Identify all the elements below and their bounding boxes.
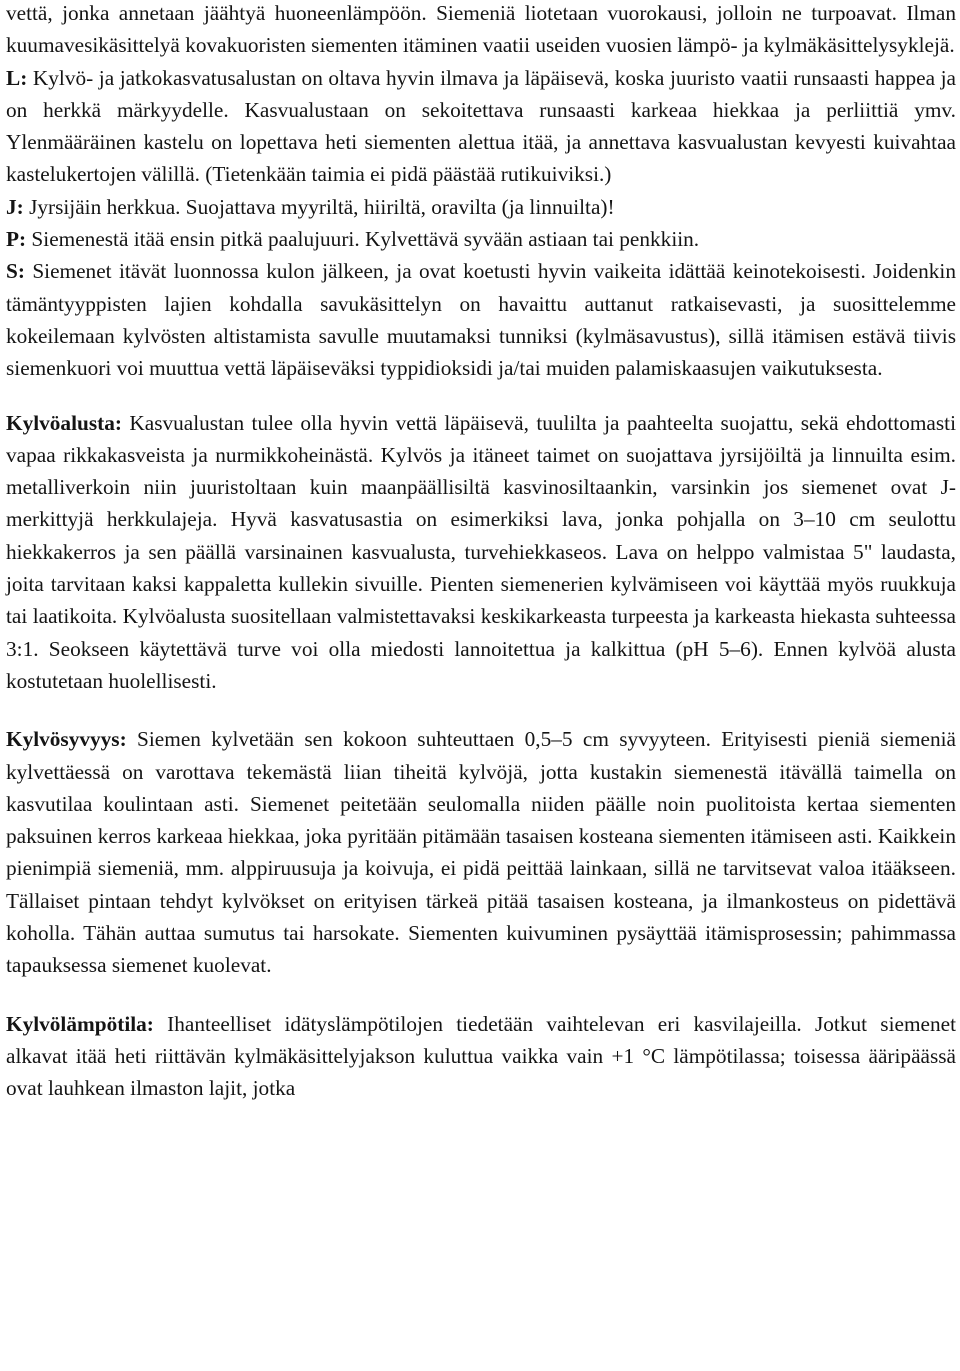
kylvosyvyys-paragraph <box>6 723 956 981</box>
kylvoalusta-heading: Kylvöalusta: <box>6 410 122 435</box>
intro-text: vettä, jonka annetaan jäähtyä huoneenlämpöön. Siemeniä liotetaan vuorokausi, jolloin ne turpoavat. Ilman kuumavesikäsittelyä kovakuoristen siementen itäminen vaatii useiden vuosien lämpö- ja kylmäkäsittelysyklejä. <box>6 1 956 58</box>
kylvoalusta-text: Kasvualustan tulee olla hyvin vettä läpäisevä, tuulilta ja paahteelta suojattu, sekä ehdottomasti vapaa rikkakasveista ja nurmikkoheinästä. Kylvös ja itäneet taimet on suojattava jyrsijöiltä ja linnuilta esim. metalliverkoin niin juuristoltaan kuin maanpäällisiltä kasvinosiltaankin, varsinkin jos siemenet ovat J-merkittyjä herkkulajeja. Hyvä kasvatusastia on esimerkiksi lava, jonka pohjalla on 3–10 cm seulottu hiekkakerros ja sen päällä varsinainen kasvualusta, turvehiekkaseos. Lava on helppo valmistaa 5" laudasta, joita tarvitaan kaksi kappaletta kullekin sivuille. Pienten siemenerien kylvämiseen voi käyttää myös ruukkuja tai laatikoita. Kylvöalusta suositellaan valmistettavaksi keskikarkeasta turpeesta ja karkeasta hiekasta suhteessa 3:1. Seokseen käytettävä turve voi olla miedosti lannoitettua ja kalkittua (pH 5–6). Ennen kylvöä alusta kostutetaan huolellisesti. <box>6 410 956 693</box>
kylvosyvyys-text: Siemen kylvetään sen kokoon suhteuttaen 0,5–5 cm syvyyteen. Erityisesti pieniä siemeniä kylvettäessä on varottava tekemästä liian tiheitä kylvöjä, jotta kustakin siemenestä itävällä taimella on kasvutilaa koulintaan asti. Siemenet peitetään seulomalla niiden päälle noin puolitoista kertaa siementen paksuinen kerros karkeaa hiekkaa, joka pyritään pitämään tasaisen kosteana siementen itämiseen asti. Kaikkein pienimpiä siemeniä, mm. alppiruusuja ja koivuja, ei pidä peittää lainkaan, sillä ne tarvitsevat valoa itääkseen. Tällaiset pintaan tehdyt kylvökset on erityisen tärkeä pitää tasaisen kosteana, ja ilmankosteus on pidettävä koholla. Tähän auttaa sumutus tai harsokate. Siementen kuivuminen pysäyttää itämisprosessin; pahimmassa tapauksessa siemenet kuolevat. <box>6 727 956 978</box>
kylvolampotila-paragraph <box>6 1008 956 1105</box>
code-s-label: S: <box>6 259 25 284</box>
code-p-text: Siemenestä itää ensin pitkä paalujuuri. Kylvettävä syvään astiaan tai penkkiin. <box>26 227 700 252</box>
kylvolampotila-heading: Kylvölämpötila: <box>6 1011 154 1036</box>
kylvosyvyys-heading: Kylvösyvyys: <box>6 727 127 752</box>
code-p-paragraph <box>6 223 956 255</box>
code-l-paragraph <box>6 62 956 191</box>
document-page <box>6 0 956 1105</box>
code-j-paragraph <box>6 191 956 223</box>
kylvolampotila-text: Ihanteelliset idätyslämpötilojen tiedetään vaihtelevan eri kasvilajeilla. Jotkut siemenet alkavat itää heti riittävän kylmäkäsittelyjakson kuluttua vaikka vain +1 °C lämpötilassa; toisessa ääripäässä ovat lauhkean ilmaston lajit, jotka <box>6 1011 956 1101</box>
code-l-label: L: <box>6 65 28 90</box>
code-l-text: Kylvö- ja jatkokasvatusalustan on oltava hyvin ilmava ja läpäisevä, koska juuristo vaatii runsaasti happea ja on herkkä märkyydelle. Kasvualustaan on sekoitettava runsaasti karkeaa hiekkaa ja perliittiä ymv. Ylenmääräinen kastelu on lopettava heti siementen alettua itää, ja annettava kasvualustan kevyesti kuivahtaa kastelukertojen välillä. (Tietenkään taimia ei pidä päästää rutikuiviksi.) <box>6 65 956 187</box>
code-j-text: Jyrsijäin herkkua. Suojattava myyriltä, hiiriltä, oravilta (ja linnuilta)! <box>23 194 615 219</box>
code-p-label: P: <box>6 227 27 252</box>
intro-paragraph <box>6 0 956 62</box>
kylvoalusta-paragraph <box>6 407 956 698</box>
code-s-paragraph <box>6 255 956 384</box>
code-j-label: J: <box>6 194 24 219</box>
code-s-text: Siemenet itävät luonnossa kulon jälkeen, ja ovat koetusti hyvin vaikeita idättää keinotekoisesti. Joidenkin tämäntyyppisten lajien kohdalla savukäsittelyn on havaittu auttanut ratkaisevasti, ja suosittelemme kokeilemaan kylvösten altistamista savulle muutamaksi tunniksi (kylmäsavustus), sillä itämisen estävä tiivis siemenkuori voi muuttua vettä läpäiseväksi typpidioksidi ja/tai muiden palamiskaasujen vaikutuksesta. <box>6 259 956 381</box>
